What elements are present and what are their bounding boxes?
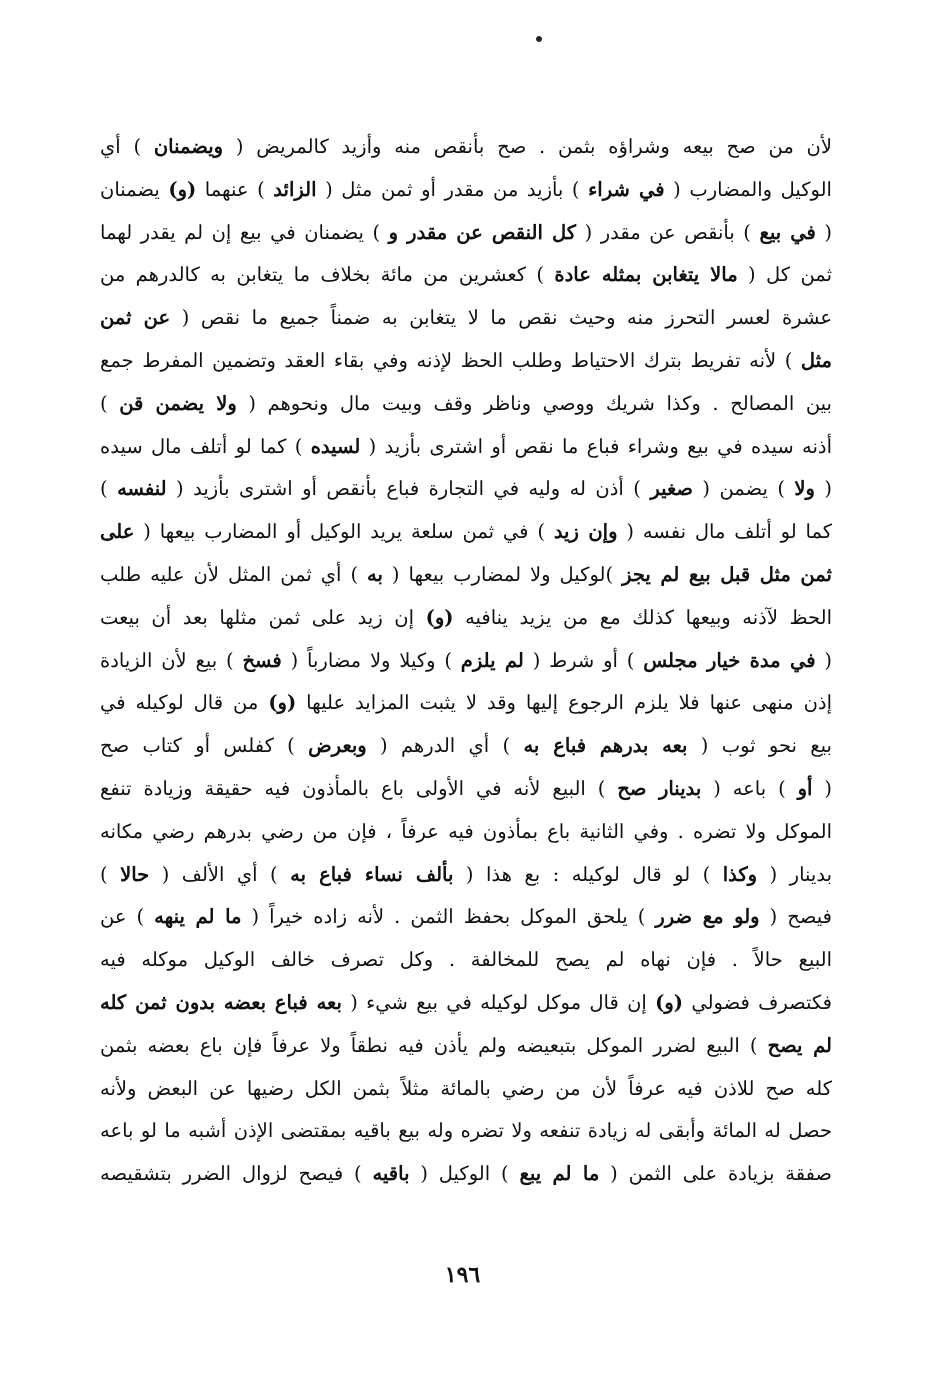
bold-text-segment: الزائد <box>273 177 317 201</box>
text-line <box>100 939 832 982</box>
text-line <box>100 340 832 383</box>
text-segment: صفقة بزيادة على الثمن ( <box>599 1162 832 1186</box>
text-line <box>100 426 832 469</box>
bold-text-segment: لم يلزم <box>460 648 524 672</box>
text-line <box>100 768 832 811</box>
text-segment: الوكيل والمضارب ( <box>664 177 832 201</box>
text-line <box>100 725 832 768</box>
bold-text-segment: أو <box>797 776 813 800</box>
text-segment: ) بيع لأن الزيادة <box>100 648 243 672</box>
text-segment: كما لو أتلف مال نفسه ( <box>617 520 832 544</box>
bold-text-segment: ما لم ينهه <box>154 905 242 929</box>
body-text <box>100 126 832 1196</box>
bold-text-segment: ولا <box>794 477 815 501</box>
bold-text-segment: وبعرض <box>308 734 367 758</box>
text-segment: إذن منهى عنها فلا يلزم الرجوع إليها وقد لا يثبت المزايد عليها <box>296 691 832 715</box>
text-segment: ) في ثمن سلعة يريد الوكيل أو المضارب بيعها ( <box>134 520 554 544</box>
text-segment: ) يلحق الموكل بحفظ الثمن . لأنه زاده خيراً ( <box>241 905 656 929</box>
bold-text-segment: فسخ <box>242 648 282 672</box>
text-segment: ) لو قال لوكيله : بع هذا ( <box>453 862 723 886</box>
text-segment: إن قال موكل لوكيله في بيع شيء ( <box>341 990 656 1014</box>
text-line <box>100 982 832 1025</box>
text-segment: ) عنهما <box>196 177 274 201</box>
bold-text-segment: في مدة خيار مجلس <box>643 648 816 672</box>
text-segment: ) <box>100 862 121 886</box>
text-line <box>100 383 832 426</box>
text-segment: ) الوكيل ( <box>409 1162 520 1186</box>
text-segment: ) أي الدرهم ( <box>366 734 524 758</box>
bold-text-segment: ويضمنان <box>153 135 224 158</box>
bold-text-segment: في بيع <box>759 220 816 244</box>
bold-text-segment: لم يصح <box>767 1033 832 1057</box>
text-segment: ) لأنه تفريط بترك الاحتياط وطلب الحظ لإذنه وفي بقاء العقد وتضمين المفرط جمع <box>100 348 801 372</box>
text-segment: فيصح ( <box>759 905 832 929</box>
bold-text-segment: في شراء <box>588 177 665 201</box>
bold-text-segment: باقيه <box>372 1162 410 1186</box>
text-segment: ) كفلس أو كتاب صح <box>100 734 309 758</box>
bold-text-segment: (و) <box>268 691 297 715</box>
text-segment: ثمن كل ( <box>737 263 832 287</box>
text-segment: بيع نحو ثوب ( <box>687 734 832 758</box>
bold-text-segment: وكذا <box>722 862 758 886</box>
text-segment: ) أي ثمن المثل لأن عليه طلب <box>100 562 368 586</box>
text-segment: الحظ لآذنه وبيعها كذلك مع من يزيد ينافيه <box>453 605 832 629</box>
text-line <box>100 1153 832 1196</box>
text-segment: ) عن <box>100 905 155 929</box>
bold-text-segment: ولو مع ضرر <box>655 905 760 929</box>
text-line <box>100 682 832 725</box>
bold-text-segment: صغير <box>650 477 693 501</box>
text-segment: يضمنان <box>100 177 169 201</box>
page-number: ١٩٦ <box>444 1262 481 1288</box>
text-line <box>100 126 832 169</box>
top-dot-mark <box>536 36 542 42</box>
bold-text-segment: بعه بدرهم فباع به <box>523 734 688 758</box>
text-segment: ) البيع لضرر الموكل بتبعيضه ولم يأذن فيه نطقاً ولا عرفاً فإن باع بعضه بثمن <box>100 1033 768 1057</box>
text-line <box>100 511 832 554</box>
bold-text-segment: لنفسه <box>117 477 167 501</box>
text-segment: ) أي <box>100 135 154 158</box>
text-segment: حصل له المائة وأبقى له زيادة تنفعه ولا تضره وله بيع باقيه بمقتضى الإذن أشبه ما لو باعه <box>100 1119 832 1143</box>
bold-text-segment: لسيده <box>310 434 361 458</box>
text-segment: ) بأزيد من مقدر أو ثمن مثل ( <box>316 177 589 201</box>
text-segment: ) بأنقص عن مقدر ( <box>576 220 760 244</box>
text-line <box>100 1068 832 1111</box>
text-segment: ) البيع لأنه في الأولى باع بالمأذون فيه حقيقة وزيادة تنفع <box>100 776 618 800</box>
text-segment: عشرة لعسر التحرز منه وحيث نقص ما لا يتغابن به ضمناً جميع ما نقص ( <box>170 306 832 330</box>
text-segment: ( <box>812 776 832 800</box>
text-line <box>100 1025 832 1068</box>
text-line <box>100 169 832 212</box>
bold-text-segment: (و) <box>168 177 197 201</box>
bold-text-segment: مالا يتغابن بمثله عادة <box>554 263 738 287</box>
bold-text-segment: ما لم يبع <box>519 1162 600 1186</box>
text-segment: ) كما لو أتلف مال سيده <box>100 434 311 458</box>
text-segment: ( <box>814 477 832 501</box>
text-segment: ) أذن له وليه في التجارة فباع بأنقص أو اشترى بأزيد ( <box>166 477 651 501</box>
text-segment: كله صح للاذن فيه عرفاً لأن من رضي بالمائة مثلاً بثمن الكل رضيها عن البعض ولأنه <box>100 1076 832 1100</box>
text-segment: إن زيد على ثمن مثلها بعد أن بيعت <box>100 605 426 629</box>
text-segment: بدينار ( <box>757 862 832 886</box>
text-segment: ) <box>100 391 120 415</box>
bold-text-segment: بألف نساء فباع به <box>290 862 454 886</box>
text-segment: ) فيصح لزوال الضرر بتشقيصه <box>100 1162 373 1186</box>
text-segment: من قال لوكيله في <box>100 691 269 715</box>
text-segment: ) أو شرط ( <box>523 648 644 672</box>
bold-text-segment: وإن زيد <box>553 520 618 544</box>
text-line <box>100 896 832 939</box>
bold-text-segment: (و) <box>425 605 454 629</box>
text-segment: أذنه سيده في بيع وشراء فباع ما نقص أو اشترى بأزيد ( <box>360 434 832 458</box>
text-line <box>100 1110 832 1153</box>
bold-text-segment: ولا يضمن قن <box>119 391 237 415</box>
text-segment: فكتصرف فضولي <box>683 990 832 1014</box>
text-segment: ( <box>815 648 832 672</box>
text-line <box>100 254 832 297</box>
text-line <box>100 212 832 255</box>
text-line <box>100 597 832 640</box>
text-segment: بين المصالح . وكذا شريك ووصي وناظر وقف وبيت مال ونحوهم ( <box>236 391 832 415</box>
bold-text-segment: مثل <box>800 348 832 372</box>
text-segment: الموكل ولا تضره . وفي الثانية باع بمأذون فيه عرفاً ، فإن من رضي بدرهم رضي مكانه <box>100 819 832 843</box>
bold-text-segment: حالا <box>120 862 150 886</box>
text-line <box>100 811 832 854</box>
bold-text-segment: بعه فباع بعضه بدون ثمن كله <box>100 990 342 1014</box>
text-line <box>100 554 832 597</box>
text-segment: ) كعشرين من مائة بخلاف ما يتغابن به كالدرهم من <box>100 263 555 287</box>
text-segment: ) وكيلا ولا مضارباً ( <box>281 648 461 672</box>
text-line <box>100 297 832 340</box>
bold-text-segment: كل النقص عن مقدر و <box>388 220 577 244</box>
bold-text-segment: ثمن مثل قبل بيع لم يجز <box>622 562 832 586</box>
text-segment: ) يضمن ( <box>692 477 795 501</box>
bold-text-segment: بدينار صح <box>617 776 702 800</box>
text-line <box>100 468 832 511</box>
bold-text-segment: به <box>367 562 383 586</box>
text-segment: ) <box>100 477 118 501</box>
text-line <box>100 854 832 897</box>
text-segment: البيع حالاً . فإن نهاه لم يصح للمخالفة . وكل تصرف خالف الوكيل موكله فيه <box>100 948 832 972</box>
text-segment: ( <box>815 220 832 244</box>
text-segment: ) باعه ( <box>701 776 798 800</box>
text-segment: ) يضمنان في بيع إن لم يقدر لهما <box>100 220 389 244</box>
text-line <box>100 640 832 683</box>
bold-text-segment: (و) <box>655 990 684 1014</box>
text-segment: ) أي الألف ( <box>149 862 291 886</box>
text-segment: )لوكيل ولا لمضارب بيعها ( <box>382 562 623 586</box>
text-segment: لأن من صح بيعه وشراؤه بثمن . صح بأنقص منه وأزيد كالمريض ( <box>223 135 832 158</box>
bold-text-segment: على <box>100 520 135 544</box>
bold-text-segment: عن ثمن <box>100 306 171 330</box>
